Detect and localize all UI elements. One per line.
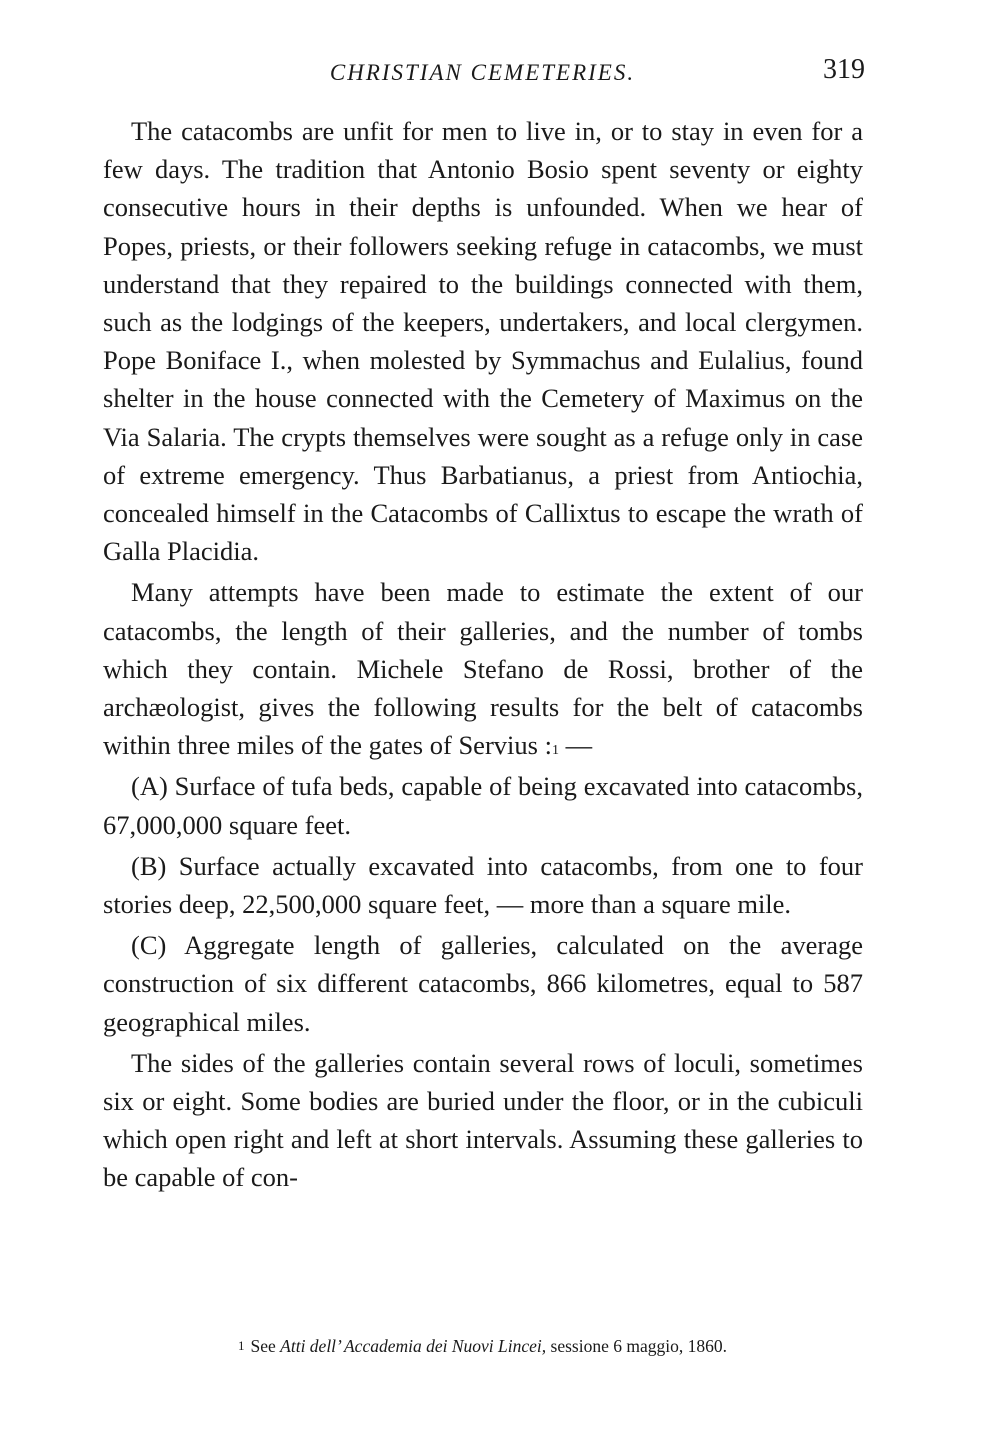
footnote-prefix: See xyxy=(250,1336,276,1356)
list-item-c: (C) Aggregate length of galleries, calculated on the average construction of six different catacombs, 866 kilometres, equal to 587 geographical miles. xyxy=(103,930,863,1037)
running-head-title: CHRISTIAN CEMETERIES. xyxy=(329,60,636,85)
paragraph-catacombs-unfit: The catacombs are unfit for men to live in, or to stay in even for a few days. The tradition that Antonio Bosio spent seventy or eighty consecutive hours in their depths is unfounded. When we hear of Popes, priests, or their followers seeking refuge in catacombs, we must understand that they repaired to the buildings connected with them, such as the lodgings of the keepers, undertakers, and local clergymen. Pope Boniface I., when molested by Symmachus and Eulalius, found shelter in the house connected with the Cemetery of Maximus on the Via Salaria. The crypts themselves were sought as a refuge only in case of extreme emergency. Thus Barbatianus, a priest from Antiochia, concealed himself in the Catacombs of Callixtus to escape the wrath of Galla Placidia. xyxy=(103,116,863,567)
paragraph-extent-text: Many attempts have been made to estimate the extent of our catacombs, the length of their galleries, and the number of tombs which they contain. Michele Stefano de Rossi, brother of the archæologist, gives the following results for the belt of catacombs within three miles of the gates of Servius : xyxy=(103,577,863,761)
footnote-mark: 1 xyxy=(238,1338,245,1353)
body-text xyxy=(103,112,863,1197)
footnote-suffix: sessione 6 maggio, 1860. xyxy=(550,1336,727,1356)
list-item-a: (A) Surface of tufa beds, capable of being excavated into catacombs, 67,000,000 square feet. xyxy=(103,771,863,840)
running-head xyxy=(100,52,865,92)
footnote xyxy=(100,1336,865,1357)
paragraph-gallery-sides: The sides of the galleries contain several rows of loculi, sometimes six or eight. Some bodies are buried under the floor, or in the cubiculi which open right and left at short intervals. Assuming these galleries to be capable of con- xyxy=(103,1047,863,1193)
footnote-work-title: Atti dell’ Accademia dei Nuovi Lincei, xyxy=(280,1336,547,1356)
paragraph-extent-estimates xyxy=(103,573,863,764)
list-item-b: (B) Surface actually excavated into catacombs, from one to four stories deep, 22,500,000 square feet, — more than a square mile. xyxy=(103,850,863,920)
paragraph-extent-dash: — xyxy=(558,730,593,761)
page-number: 319 xyxy=(823,54,865,85)
footnote-reference: 1 xyxy=(551,743,559,759)
